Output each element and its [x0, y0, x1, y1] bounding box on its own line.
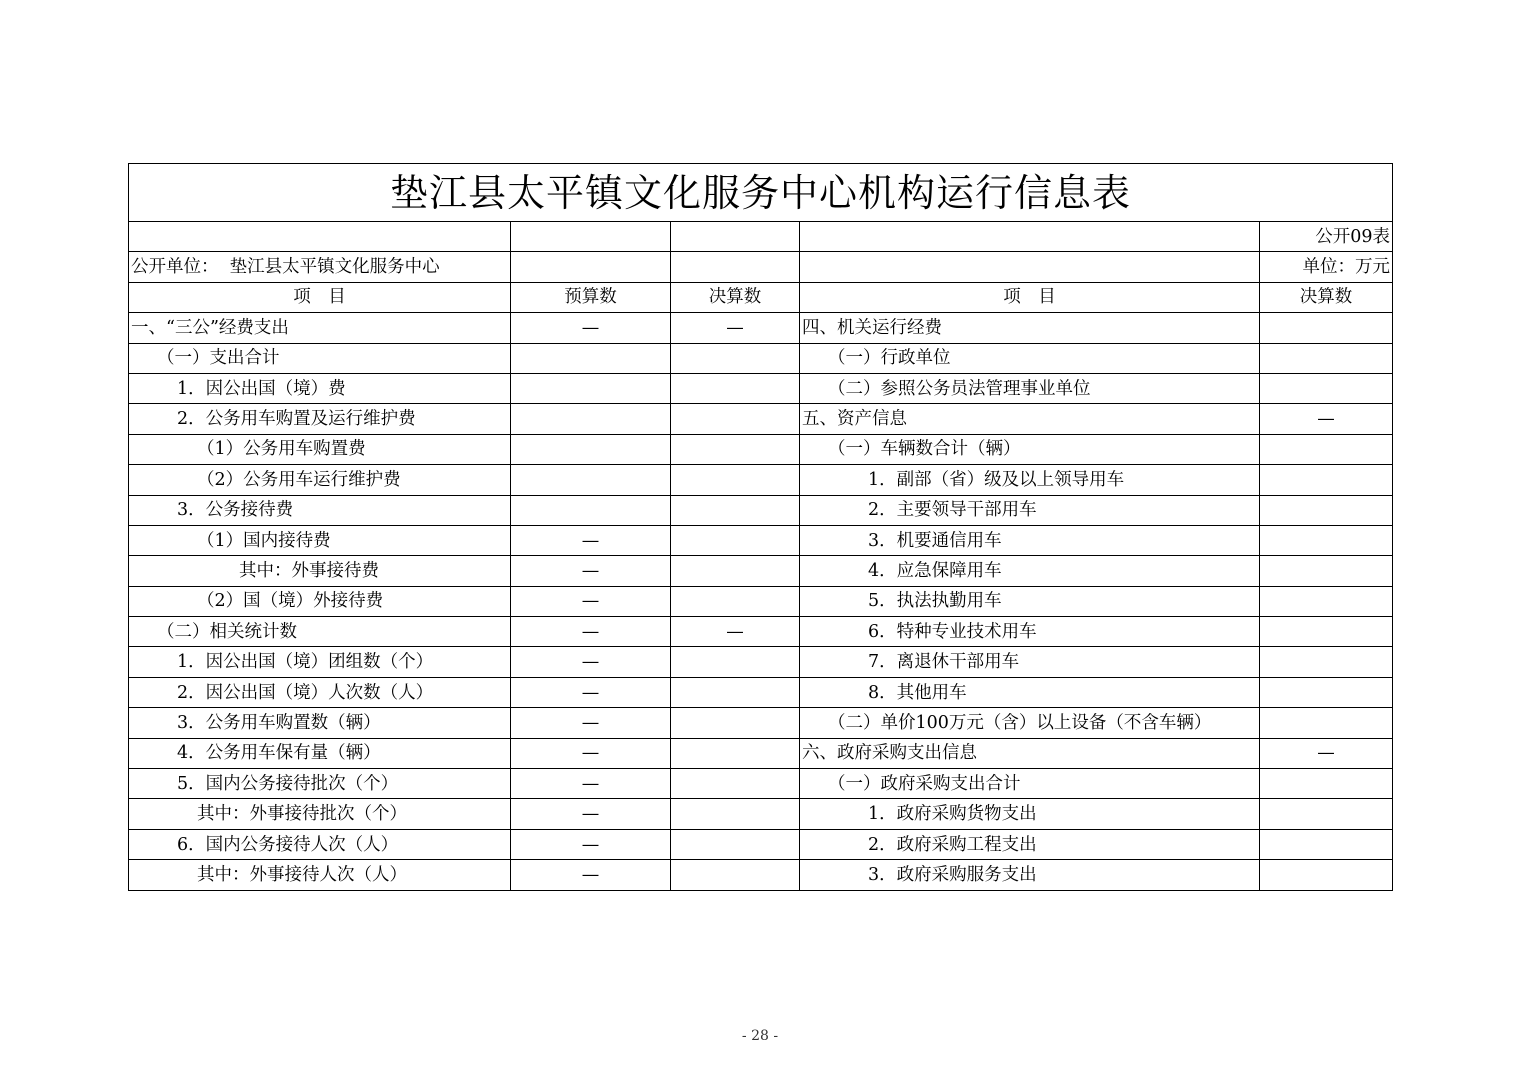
left-item-cell: 1．因公出国（境）费 — [129, 373, 511, 403]
final-cell — [671, 738, 800, 768]
table-row — [129, 860, 1393, 890]
right-item-cell: 5．执法执勤用车 — [800, 586, 1260, 616]
budget-cell: — — [511, 738, 671, 768]
budget-cell — [511, 465, 671, 495]
final-cell — [671, 556, 800, 586]
right-final-cell — [1260, 586, 1393, 616]
table-row — [129, 525, 1393, 555]
info-table — [128, 163, 1393, 891]
final-cell — [671, 860, 800, 890]
right-final-cell — [1260, 373, 1393, 403]
right-final-cell — [1260, 860, 1393, 890]
table-row — [129, 738, 1393, 768]
table-row — [129, 677, 1393, 707]
right-final-cell — [1260, 556, 1393, 586]
left-item-cell: 6．国内公务接待人次（人） — [129, 829, 511, 859]
right-final-cell — [1260, 769, 1393, 799]
unit-name: 垫江县太平镇文化服务中心 — [229, 257, 440, 278]
header-right-item: 项 目 — [800, 282, 1260, 312]
final-cell — [671, 829, 800, 859]
right-final-cell — [1260, 465, 1393, 495]
right-item-cell: （二）参照公务员法管理事业单位 — [800, 373, 1260, 403]
table-row — [129, 586, 1393, 616]
right-item-cell: 五、资产信息 — [800, 404, 1260, 434]
table-row — [129, 556, 1393, 586]
budget-cell — [511, 373, 671, 403]
header-row — [129, 282, 1393, 312]
left-item-cell: 5．国内公务接待批次（个） — [129, 769, 511, 799]
unit-row — [129, 252, 1393, 282]
final-cell — [671, 434, 800, 464]
right-item-cell: 8．其他用车 — [800, 677, 1260, 707]
left-item-cell: 1．因公出国（境）团组数（个） — [129, 647, 511, 677]
budget-cell: — — [511, 677, 671, 707]
right-item-cell: （一）政府采购支出合计 — [800, 769, 1260, 799]
final-cell — [671, 373, 800, 403]
budget-cell: — — [511, 586, 671, 616]
left-item-cell: （1）公务用车购置费 — [129, 434, 511, 464]
left-item-cell: 2．因公出国（境）人次数（人） — [129, 677, 511, 707]
table-row — [129, 617, 1393, 647]
final-cell — [671, 495, 800, 525]
header-final: 决算数 — [671, 282, 800, 312]
table-row — [129, 465, 1393, 495]
final-cell — [671, 525, 800, 555]
header-right-final: 决算数 — [1260, 282, 1393, 312]
right-item-cell: 6．特种专业技术用车 — [800, 617, 1260, 647]
left-item-cell: 3．公务用车购置数（辆） — [129, 708, 511, 738]
page-number: - 28 - — [741, 1028, 779, 1044]
final-cell — [671, 708, 800, 738]
table-row — [129, 343, 1393, 373]
budget-cell: — — [511, 829, 671, 859]
table-row — [129, 829, 1393, 859]
final-cell: — — [671, 617, 800, 647]
budget-cell: — — [511, 799, 671, 829]
right-final-cell — [1260, 434, 1393, 464]
table-row — [129, 708, 1393, 738]
budget-cell — [511, 434, 671, 464]
left-item-cell: 一、“三公”经费支出 — [129, 313, 511, 343]
final-cell — [671, 799, 800, 829]
left-item-cell: 其中：外事接待人次（人） — [129, 860, 511, 890]
budget-cell: — — [511, 647, 671, 677]
right-final-cell — [1260, 313, 1393, 343]
final-cell: — — [671, 313, 800, 343]
left-item-cell: （1）国内接待费 — [129, 525, 511, 555]
right-final-cell — [1260, 647, 1393, 677]
right-final-cell — [1260, 343, 1393, 373]
right-item-cell: 3．政府采购服务支出 — [800, 860, 1260, 890]
header-left-item: 项 目 — [129, 282, 511, 312]
table-row — [129, 799, 1393, 829]
right-final-cell — [1260, 617, 1393, 647]
left-item-cell: 其中：外事接待批次（个） — [129, 799, 511, 829]
table-row — [129, 647, 1393, 677]
unit-label: 公开单位： — [131, 257, 219, 278]
right-final-cell — [1260, 525, 1393, 555]
right-item-cell: 1．副部（省）级及以上领导用车 — [800, 465, 1260, 495]
final-cell — [671, 404, 800, 434]
budget-cell: — — [511, 556, 671, 586]
budget-cell: — — [511, 769, 671, 799]
left-item-cell: （二）相关统计数 — [129, 617, 511, 647]
table-title: 垫江县太平镇文化服务中心机构运行信息表 — [129, 164, 1393, 222]
form-number: 公开09表 — [1260, 222, 1393, 252]
table-row — [129, 373, 1393, 403]
currency-unit: 单位：万元 — [1260, 252, 1393, 282]
right-final-cell — [1260, 495, 1393, 525]
budget-cell: — — [511, 525, 671, 555]
left-item-cell: 3．公务接待费 — [129, 495, 511, 525]
right-item-cell: 四、机关运行经费 — [800, 313, 1260, 343]
right-final-cell: — — [1260, 404, 1393, 434]
left-item-cell: 其中：外事接待费 — [129, 556, 511, 586]
final-cell — [671, 677, 800, 707]
header-budget: 预算数 — [511, 282, 671, 312]
left-item-cell: （2）公务用车运行维护费 — [129, 465, 511, 495]
budget-cell — [511, 404, 671, 434]
budget-cell — [511, 495, 671, 525]
right-item-cell: 1．政府采购货物支出 — [800, 799, 1260, 829]
right-item-cell: 2．主要领导干部用车 — [800, 495, 1260, 525]
final-cell — [671, 343, 800, 373]
right-item-cell: （一）行政单位 — [800, 343, 1260, 373]
left-item-cell: （一）支出合计 — [129, 343, 511, 373]
right-item-cell: 3．机要通信用车 — [800, 525, 1260, 555]
table-row — [129, 434, 1393, 464]
right-item-cell: 4．应急保障用车 — [800, 556, 1260, 586]
form-number-row — [129, 222, 1393, 252]
final-cell — [671, 586, 800, 616]
budget-cell: — — [511, 313, 671, 343]
right-item-cell: 7．离退休干部用车 — [800, 647, 1260, 677]
table-row — [129, 769, 1393, 799]
budget-cell: — — [511, 617, 671, 647]
budget-cell: — — [511, 860, 671, 890]
budget-cell: — — [511, 708, 671, 738]
right-final-cell — [1260, 708, 1393, 738]
table-row — [129, 495, 1393, 525]
right-item-cell: （二）单价100万元（含）以上设备（不含车辆） — [800, 708, 1260, 738]
right-item-cell: （一）车辆数合计（辆） — [800, 434, 1260, 464]
right-final-cell — [1260, 829, 1393, 859]
budget-cell — [511, 343, 671, 373]
right-item-cell: 2．政府采购工程支出 — [800, 829, 1260, 859]
title-row — [129, 164, 1393, 222]
final-cell — [671, 769, 800, 799]
table-row — [129, 404, 1393, 434]
right-final-cell: — — [1260, 738, 1393, 768]
left-item-cell: （2）国（境）外接待费 — [129, 586, 511, 616]
right-final-cell — [1260, 677, 1393, 707]
right-item-cell: 六、政府采购支出信息 — [800, 738, 1260, 768]
left-item-cell: 4．公务用车保有量（辆） — [129, 738, 511, 768]
publishing-unit — [129, 252, 511, 282]
final-cell — [671, 465, 800, 495]
table-row — [129, 313, 1393, 343]
right-final-cell — [1260, 799, 1393, 829]
final-cell — [671, 647, 800, 677]
left-item-cell: 2．公务用车购置及运行维护费 — [129, 404, 511, 434]
